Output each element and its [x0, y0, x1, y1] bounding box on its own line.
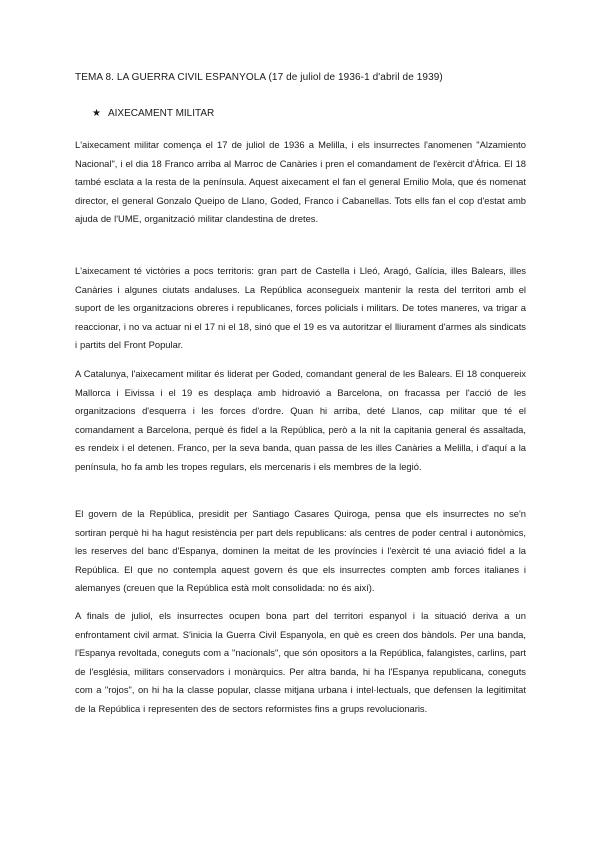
document-title: TEMA 8. LA GUERRA CIVIL ESPANYOLA (17 de juliol de 1936-1 d'abril de 1939)	[75, 72, 443, 83]
section-heading-text: AIXECAMENT MILITAR	[107, 108, 215, 119]
paragraph-2: L'aixecament té victòries a pocs territoris: gran part de Castella i Lleó, Aragó, Galícia, illes Balears, illes Canàries i algunes ciutats andaluses. La República aconsegueix mantenir la resta del territori amb el suport de les organitzacions obreres i republicanes, forces policials i militars. De totes maneres, va trigar a reaccionar, i no va actuar ni el 17 ni el 18, sinó que el 19 es va autoritzar el lliurament d'armes als sindicats i partits del Front Popular.	[75, 265, 526, 350]
paragraph-5: A finals de juliol, els insurrectes ocupen bona part del territori espanyol i la situació deriva a un enfrontament civil armat. S'inicia la Guerra Civil Espanyola, en què es creen dos bàndols. Per una banda, l'Espanya revoltada, coneguts com a "nacionals", que són opositors a la República, falangistes, carlins, part de l'església, militars conservadors i monàrquics. Per altra banda, hi ha l'Espanya republicana, coneguts com a "rojos", on hi ha la classe popular, classe mitjana urbana i intel·lectuals, que defensen la legitimitat de la República i representen des de sectors reformistes fins a grups revolucionaris.	[75, 610, 526, 714]
star-bullet-icon: ★	[92, 108, 101, 119]
paragraph-3: A Catalunya, l'aixecament militar és liderat per Goded, comandant general de les Balears. El 18 conquereix Mallorca i Eivissa i el 19 es desplaça amb hidroavió a Barcelona, on fracassa per l'acció de les organitzacions d'esquerra i les forces d'ordre. Quan hi arriba, deté Llanos, cap militar que té el comandament a Barcelona, perquè és fidel a la República, però a la nit la capitania general és assaltada, es rendeix i el detenen. Franco, per la seva banda, quan passa de les illes Canàries a Melilla, i d'aquí a la península, ho fa amb les tropes regulars, els mercenaris i els membres de la legió.	[75, 368, 526, 472]
paragraph-4: El govern de la República, presidit per Santiago Casares Quiroga, pensa que els insurrectes no se'n sortiran perquè hi ha hagut resistència per part dels republicans: als centres de poder central i autonòmics, les reserves del banc d'Espanya, dominen la meitat de les províncies i l'exèrcit té una aviació fidel a la República. El que no contempla aquest govern és que els insurrectes compten amb forces italianes i alemanyes (creuen que la República està molt consolidada: no és així).	[75, 508, 526, 593]
section-heading	[92, 108, 214, 119]
paragraph-1: L'aixecament militar comença el 17 de juliol de 1936 a Melilla, i els insurrectes l'anomenen "Alzamiento Nacional", i el dia 18 Franco arriba al Marroc de Canàries i pren el comandament de l'exèrcit d'Àfrica. El 18 també esclata a la resta de la península. Aquest aixecament el fan el general Emilio Mola, que és nomenat director, el general Gonzalo Queipo de Llano, Goded, Franco i Cabanellas. Tots ells fan el cop d'estat amb ajuda de l'UME, organització militar clandestina de dretes.	[75, 139, 526, 224]
